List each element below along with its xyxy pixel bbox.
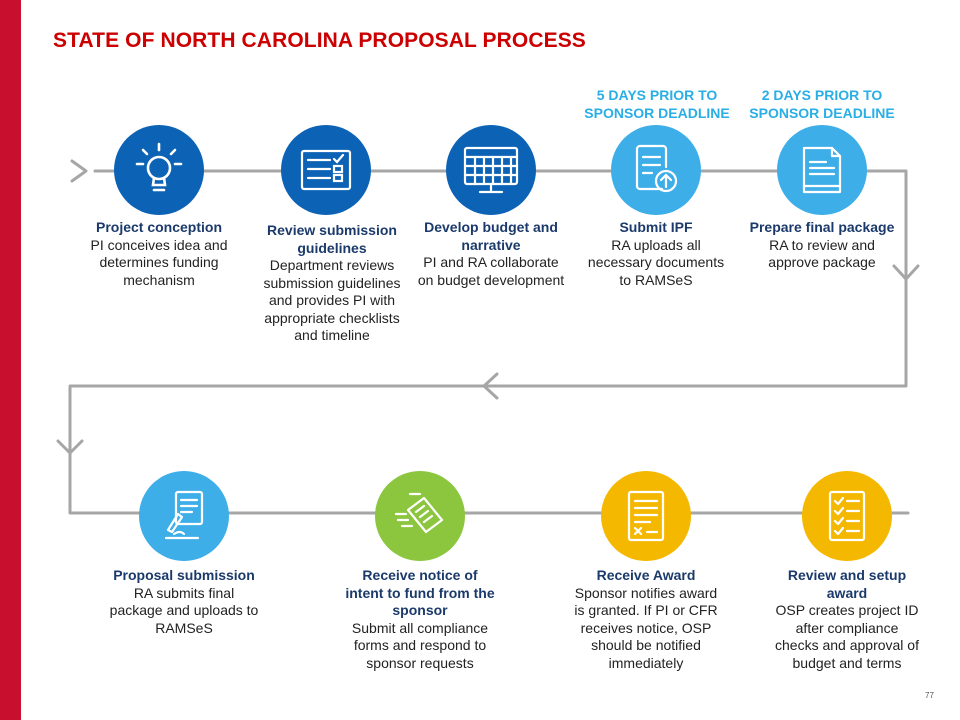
deadline-5-line1: 5 DAYS PRIOR TO	[596, 87, 718, 103]
step-proposal-submission	[109, 567, 259, 637]
checklist-screen-icon	[296, 140, 356, 200]
document-upload-icon	[626, 140, 686, 200]
step-develop-budget	[416, 219, 566, 289]
start-chevron-icon	[72, 161, 86, 181]
step-title: Project conception	[95, 219, 223, 235]
step-description: Department reviews submission guidelines and provides PI with appropriate checklists and timeline	[263, 257, 401, 343]
step-icon-circle	[114, 125, 204, 215]
page-title: STATE OF NORTH CAROLINA PROPOSAL PROCESS	[53, 29, 586, 52]
step-icon-circle	[611, 125, 701, 215]
step-title: Submit IPF	[619, 219, 693, 235]
step-title: Review and setup award	[787, 567, 907, 601]
checklist-icon	[817, 486, 877, 546]
step-icon-circle	[139, 471, 229, 561]
step-description: Sponsor notifies award is granted. If PI or CFR receives notice, OSP should be notified immediately	[574, 584, 718, 671]
step-title: Receive notice of intent to fund from the sponsor	[345, 567, 495, 618]
step-icon-circle	[446, 125, 536, 215]
step-icon-circle	[802, 471, 892, 561]
step-icon-circle	[375, 471, 465, 561]
step-icon-circle	[281, 125, 371, 215]
step-icon-circle	[601, 471, 691, 561]
deadline-2-line1: 2 DAYS PRIOR TO	[761, 87, 883, 103]
step-icon-circle	[777, 125, 867, 215]
step-review-submission-guidelines	[257, 222, 407, 345]
deadline-5-line2: SPONSOR DEADLINE	[584, 105, 730, 121]
step-receive-award	[571, 567, 721, 672]
step-description: RA submits final package and uploads to RAMSeS	[109, 584, 259, 636]
signing-document-icon	[154, 486, 214, 546]
award-document-icon	[616, 486, 676, 546]
step-review-setup-award	[772, 567, 922, 672]
step-title: Prepare final package	[749, 219, 895, 235]
step-description: RA to review and approve package	[768, 236, 876, 270]
step-description: OSP creates project ID after compliance checks and approval of budget and terms	[775, 602, 919, 671]
step-title: Receive Award	[596, 567, 696, 583]
spreadsheet-monitor-icon	[461, 140, 521, 200]
step-title: Review submission guidelines	[267, 222, 397, 256]
step-project-conception	[84, 219, 234, 289]
step-title: Proposal submission	[113, 567, 255, 583]
step-description: RA uploads all necessary documents to RAMSeS	[587, 236, 725, 288]
page-number: 77	[925, 691, 934, 700]
step-description: PI conceives idea and determines funding mechanism	[90, 236, 228, 288]
lightbulb-icon	[129, 140, 189, 200]
step-description: PI and RA collaborate on budget development	[417, 254, 565, 288]
document-stack-icon	[792, 140, 852, 200]
flying-document-icon	[390, 486, 450, 546]
step-receive-notice-of-intent	[345, 567, 495, 672]
step-submit-ipf	[581, 219, 731, 289]
step-description: Submit all compliance forms and respond to sponsor requests	[351, 619, 489, 671]
step-prepare-final-package	[747, 219, 897, 272]
deadline-2-line2: SPONSOR DEADLINE	[749, 105, 895, 121]
step-title: Develop budget and narrative	[424, 219, 558, 253]
